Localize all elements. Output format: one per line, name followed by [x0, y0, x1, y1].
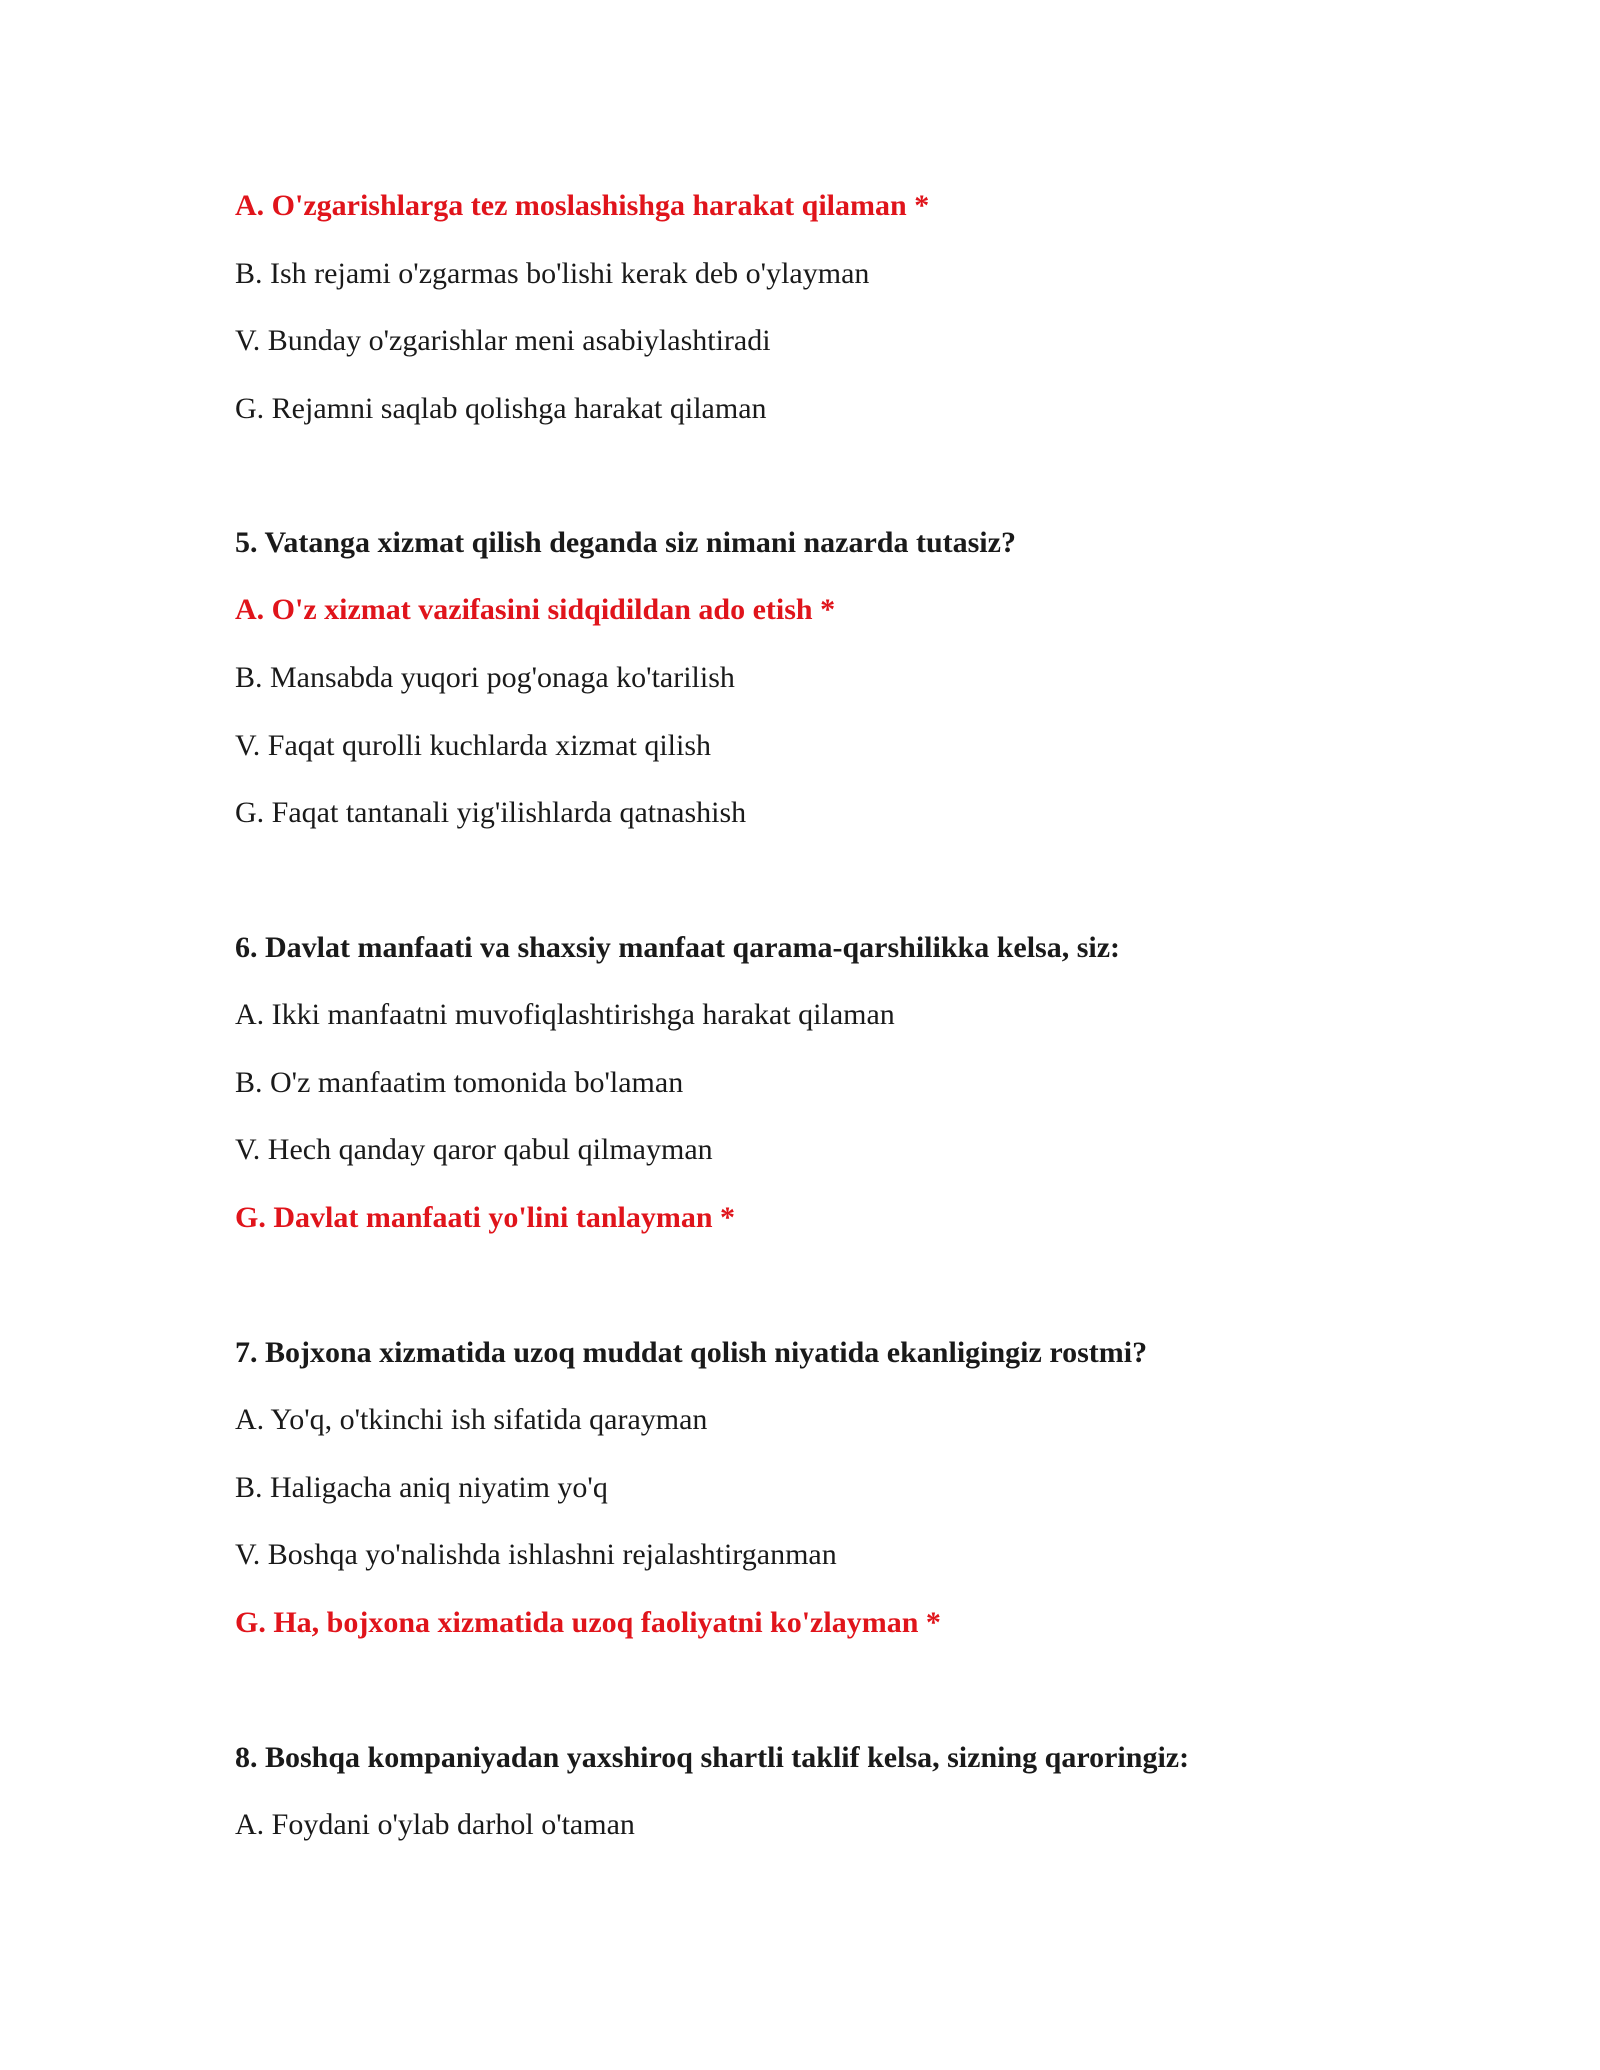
option: B. O'z manfaatim tomonida bo'laman — [235, 1066, 684, 1099]
option: B. Haligacha aniq niyatim yo'q — [235, 1471, 608, 1504]
question-title: 6. Davlat manfaati va shaxsiy manfaat qarama-qarshilikka kelsa, siz: — [235, 931, 1121, 964]
option: B. Ish rejami o'zgarmas bo'lishi kerak deb o'ylayman — [235, 257, 870, 290]
option: V. Faqat qurolli kuchlarda xizmat qilish — [235, 729, 712, 762]
option: A. Yo'q, o'tkinchi ish sifatida qarayman — [235, 1403, 708, 1436]
correct-option: A. O'z xizmat vazifasini sidqidildan ado etish * — [235, 593, 836, 626]
option: B. Mansabda yuqori pog'onaga ko'tarilish — [235, 661, 735, 694]
option: A. Ikki manfaatni muvofiqlashtirishga harakat qilaman — [235, 998, 895, 1031]
option: V. Boshqa yo'nalishda ishlashni rejalashtirganman — [235, 1538, 837, 1571]
option: V. Hech qanday qaror qabul qilmayman — [235, 1133, 713, 1166]
correct-option: G. Ha, bojxona xizmatida uzoq faoliyatni ko'zlayman * — [235, 1606, 941, 1639]
option: G. Rejamni saqlab qolishga harakat qilaman — [235, 392, 767, 425]
option: V. Bunday o'zgarishlar meni asabiylashtiradi — [235, 324, 771, 357]
option: A. Foydani o'ylab darhol o'taman — [235, 1808, 635, 1841]
question-title: 8. Boshqa kompaniyadan yaxshiroq shartli taklif kelsa, sizning qaroringiz: — [235, 1741, 1190, 1774]
question-title: 5. Vatanga xizmat qilish deganda siz nimani nazarda tutasiz? — [235, 526, 1016, 559]
correct-option: A. O'zgarishlarga tez moslashishga harakat qilaman * — [235, 189, 930, 222]
option: G. Faqat tantanali yig'ilishlarda qatnashish — [235, 796, 747, 829]
question-title: 7. Bojxona xizmatida uzoq muddat qolish niyatida ekanligingiz rostmi? — [235, 1336, 1148, 1369]
correct-option: G. Davlat manfaati yo'lini tanlayman * — [235, 1201, 736, 1234]
